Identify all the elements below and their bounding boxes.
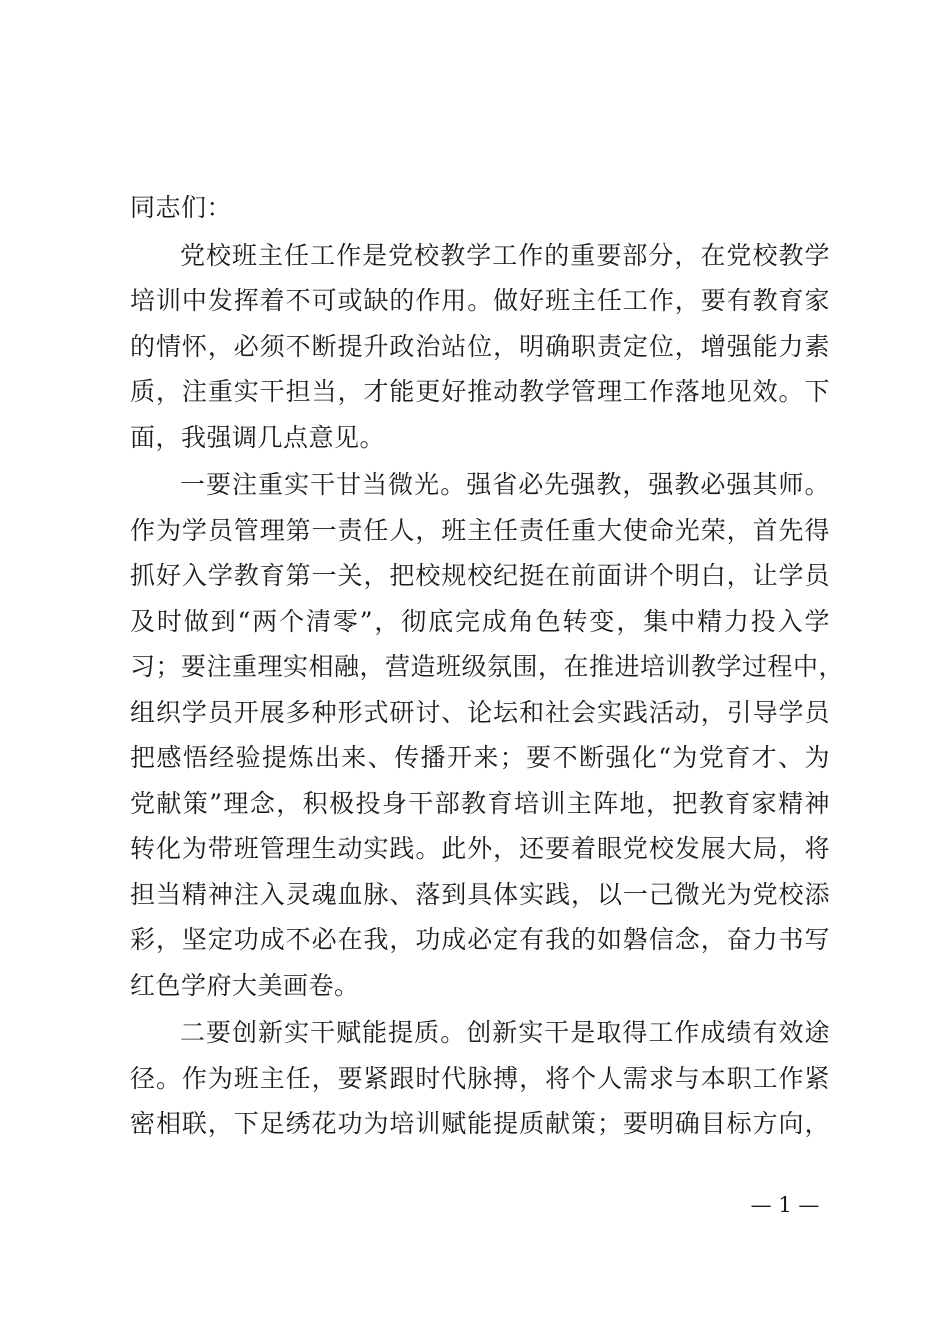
paragraph-line: 担当精神注入灵魂血脉、落到具体实践，以一己微光为党校添 xyxy=(130,879,830,909)
paragraph-line: 面，我强调几点意见。 xyxy=(130,422,386,452)
paragraph-line: 二要创新实干赋能提质。创新实干是取得工作成绩有效途 xyxy=(180,1018,830,1047)
paragraph-line: 党校班主任工作是党校教学工作的重要部分，在党校教学 xyxy=(180,240,830,270)
paragraph-3 xyxy=(130,1010,830,1147)
paragraph-line: 质，注重实干担当，才能更好推动教学管理工作落地见效。下 xyxy=(130,377,830,406)
paragraph-line: 彩，坚定功成不必在我，功成必定有我的如磐信念，奋力书写 xyxy=(130,925,830,954)
paragraph-line: 作为学员管理第一责任人，班主任责任重大使命光荣，首先得 xyxy=(130,515,830,545)
paragraph-line: 及时做到“两个清零”，彻底完成角色转变，集中精力投入学 xyxy=(130,606,830,636)
paragraph-line: 红色学府大美画卷。 xyxy=(130,970,360,1000)
paragraph-line: 径。作为班主任，要紧跟时代脉搏，将个人需求与本职工作紧 xyxy=(130,1063,830,1093)
document-body xyxy=(130,185,845,1147)
page-number: — 1 — xyxy=(750,1193,820,1217)
paragraph-2 xyxy=(130,462,845,1008)
paragraph-line: 把感悟经验提炼出来、传播开来；要不断强化“为党育才、为 xyxy=(130,743,830,772)
paragraph-line: 习；要注重理实相融，营造班级氛围，在推进培训教学过程中， xyxy=(130,652,845,681)
paragraph-1 xyxy=(130,233,830,461)
paragraph-line: 的情怀，必须不断提升政治站位，明确职责定位，增强能力素 xyxy=(130,331,830,361)
paragraph-line: 党献策”理念，积极投身干部教育培训主阵地，把教育家精神 xyxy=(130,788,830,818)
paragraph-line: 一要注重实干甘当微光。强省必先强教，强教必强其师。 xyxy=(180,470,830,499)
paragraph-line: 组织学员开展多种形式研讨、论坛和社会实践活动，引导学员 xyxy=(130,697,830,727)
salutation: 同志们： xyxy=(130,193,233,222)
paragraph-line: 培训中发挥着不可或缺的作用。做好班主任工作，要有教育家 xyxy=(130,286,830,315)
paragraph-line: 抓好入学教育第一关，把校规校纪挺在前面讲个明白，让学员 xyxy=(130,561,830,590)
paragraph-line: 密相联，下足绣花功为培训赋能提质献策；要明确目标方向， xyxy=(130,1109,830,1138)
paragraph-line: 转化为带班管理生动实践。此外，还要着眼党校发展大局，将 xyxy=(130,834,830,863)
